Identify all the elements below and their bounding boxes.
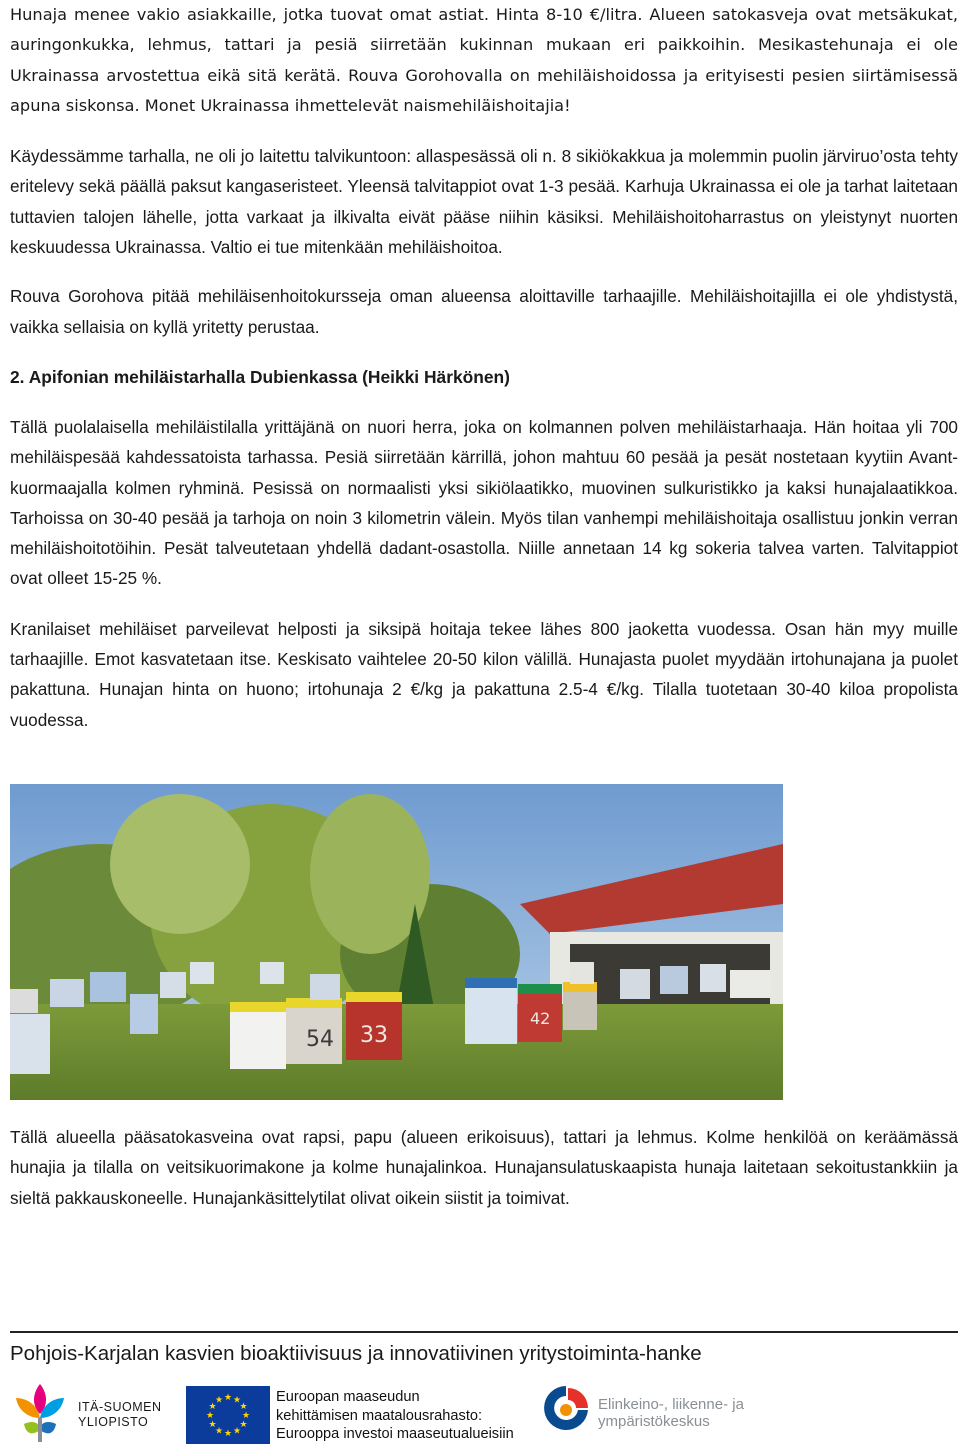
eu-line-1: Euroopan maaseudun [276,1389,420,1405]
paragraph-apifonia-farm: Tällä puolalaisella mehiläistilalla yrittäjänä on nuori herra, joka on kolmannen polven mehiläistarhaaja. Hän hoitaa yli 700 mehiläispesää kahdessatoista tarhassa. Pesiä siirretään kärrillä, johon mahtuu 60 pesää ja pesät nostetaan kyytiin Avant-kuormaajalla kolmen ryhminä. Pesissä on normaalisti yksi sikiölaatikko, muovinen sulkuristikko ja kaksi hunajalaatikkoa. Tarhoissa on 30-40 pesää ja tarhoja on noin 3 kilometrin välein. Myös tilan vanhempi mehiläishoitaja osallistuu jonkin verran mehiläishoitotöihin. Pesät talveutetaan yhdellä dadant-osastolla. Niille annetaan 14 kg sokeria talvea varten. Talvitappiot ovat olleet 15-25 %. [10,416,958,589]
apiary-photo [10,784,783,1100]
uef-logo-icon [10,1380,70,1444]
svg-text:★: ★ [208,1402,217,1412]
paragraph-main-crops: Tällä alueella pääsatokasveina ovat rapsi, papu (alueen erikoisuus), tattari ja lehmus. Kolme henkilöä on keräämässä hunajia ja tilalla on veitsikuorimakone ja kolme hunajalinkoa. Hunajansulatuskaapista hunaja laitetaan sekoitustankkiin ja sieltä pakkauskoneelle. Hunajankäsittelytilat olivat oikein siistit ja toimivat. [10,1127,958,1208]
after-photo-block [10,1122,958,1213]
ely-line-2: ympäristökeskus [598,1413,710,1430]
hive-number-33: 33 [360,1023,388,1048]
svg-text:★: ★ [205,1411,215,1421]
uef-line-2: YLIOPISTO [78,1415,149,1429]
eu-line-3: Eurooppa investoi maaseutualueisiin [276,1426,514,1442]
footer-logos [10,1378,958,1448]
paragraph-courses: Rouva Gorohova pitää mehiläisenhoitokursseja oman alueensa aloittaville tarhaajille. Mehiläishoitajilla ei ole yhdistystä, vaikka sellaisia on kyllä yritetty perustaa. [10,286,958,337]
footer-project-title: Pohjois-Karjalan kasvien bioaktiivisuus ja innovatiivinen yritystoiminta-hanke [10,1342,702,1365]
hive-number-42: 42 [530,1009,551,1028]
ely-logo-text [598,1396,744,1430]
paragraph-carniolan-bees: Kranilaiset mehiläiset parveilevat helposti ja siksipä hoitaja tekee lähes 800 jaoketta vuodessa. Osan hän myy muille tarhaajille. Emot kasvatetaan itse. Keskisato vaihtelee 20-50 kilon välillä. Hunajasta puolet myydään irtohunajana ja puolet pakattuna. Hunajan hinta on huono; irtohunaja 2 €/kg ja pakattuna 2.5-4 €/kg. Tilalla tuotetaan 30-40 kiloa propolista vuodessa. [10,618,958,730]
section-heading: 2. Apifonian mehiläistarhalla Dubienkassa (Heikki Härkönen) [10,366,510,387]
svg-text:★: ★ [241,1411,251,1421]
svg-text:★: ★ [223,1393,233,1403]
svg-text:★: ★ [214,1426,224,1437]
svg-text:★: ★ [239,1420,248,1430]
svg-text:★: ★ [232,1395,242,1406]
ely-line-1: Elinkeino-, liikenne- ja [598,1396,744,1413]
eu-flag-icon [186,1386,270,1444]
ely-logo-icon [542,1382,592,1434]
paragraph-honey-sales: Hunaja menee vakio asiakkaille, jotka tuovat omat astiat. Hinta 8-10 €/litra. Alueen satokasveja ovat metsäkukat, auringonkukka, lehmus, tattari ja pesiä siirretään kukinnan mukaan eri paikkoihin. Mesikastehunaja ei ole Ukrainassa arvostettua eikä sitä kerätä. Rouva Gorohovalla on mehiläishoidossa ja erityisesti pesien siirtämisessä apuna siskonsa. Monet Ukrainassa ihmettelevät naismehiläishoitajia! [10,5,958,115]
uef-line-1: ITÄ-SUOMEN [78,1400,162,1414]
svg-text:★: ★ [223,1429,233,1439]
eu-line-2: kehittämisen maatalousrahasto: [276,1407,483,1424]
uef-logo-text [78,1400,161,1430]
eu-fund-text [276,1388,514,1444]
paragraph-winter-visit: Käydessämme tarhalla, ne oli jo laitettu talvikuntoon: allaspesässä oli n. 8 sikiökakkua ja molemmin puolin järviruo’osta tehty eritelevy sekä päällä paksut kangaseristeet. Yleensä talvitappiot ovat 1-3 pesää. Karhuja Ukrainassa ei ole ja tarhat laitetaan tuttavien talojen lähelle, jotta varkaat ja ilkivalta eivät pääse niihin käsiksi. Mehiläishoitoharrastus on yleistynyt nuorten keskuudessa Ukrainassa. Valtio ei tue mitenkään mehiläishoitoa. [10,146,958,258]
svg-text:★: ★ [239,1402,248,1412]
footer-divider [10,1331,958,1333]
document-body [10,0,958,735]
svg-text:★: ★ [214,1395,224,1406]
svg-text:★: ★ [208,1420,217,1430]
svg-text:★: ★ [232,1426,242,1437]
hive-number-54: 54 [306,1027,334,1052]
